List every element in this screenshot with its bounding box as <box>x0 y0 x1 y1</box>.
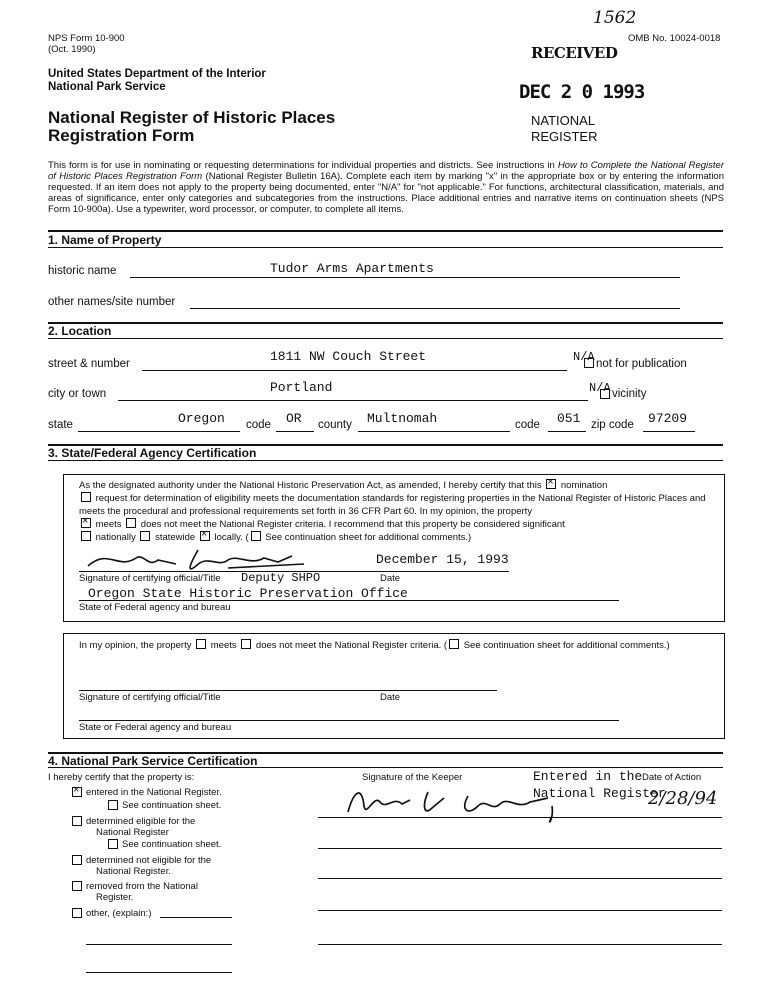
eligible-label-2: National Register <box>96 827 169 838</box>
state-code-line <box>276 431 314 432</box>
request-checkbox[interactable] <box>81 492 91 502</box>
city-label: city or town <box>48 388 107 400</box>
keeper-signature-scribble <box>340 776 590 826</box>
service: National Park Service <box>48 81 166 93</box>
section-2-rule <box>48 322 723 324</box>
historic-name-value: Tudor Arms Apartments <box>270 261 434 276</box>
county-code-label: code <box>515 419 540 431</box>
zip-value: 97209 <box>648 411 688 426</box>
date-of-action-label: Date of Action <box>642 772 702 783</box>
other-names-label: other names/site number <box>48 296 176 308</box>
entered-stamp-line2: National Register <box>533 786 666 801</box>
stamp-register: REGISTER <box>531 129 598 144</box>
section-3-heading: 3. State/Federal Agency Certification <box>48 446 257 460</box>
zip-line <box>643 431 695 432</box>
form-date: (Oct. 1990) <box>48 44 96 55</box>
keeper-line-4 <box>318 910 722 911</box>
locally-checkbox[interactable] <box>200 531 210 541</box>
omb-number: OMB No. 10024-0018 <box>628 33 721 44</box>
entered-continuation-label: See continuation sheet. <box>122 800 222 811</box>
section-4-heading: 4. National Park Service Certification <box>48 754 258 768</box>
agency-label: State of Federal agency and bureau <box>79 602 231 613</box>
section-3-underline <box>48 460 723 461</box>
keeper-line-3 <box>318 878 722 879</box>
not-eligible-label-2: National Register. <box>96 866 171 877</box>
section-2-underline <box>48 338 723 339</box>
city-line <box>118 400 588 401</box>
stamp-received: RECEIVED <box>531 44 618 62</box>
street-line <box>142 370 567 371</box>
entered-continuation-checkbox[interactable] <box>108 800 118 810</box>
other-line-3 <box>86 972 232 973</box>
handwritten-number: 1562 <box>593 8 637 28</box>
signature-2-line <box>79 690 497 691</box>
removed-label: removed from the National <box>86 881 198 892</box>
signature-label: Signature of certifying official/Title <box>79 573 221 584</box>
nomination-checkbox[interactable] <box>546 479 556 489</box>
city-value: Portland <box>270 380 333 395</box>
other-checkbox[interactable] <box>72 908 82 918</box>
other-names-line <box>190 308 680 309</box>
county-line <box>358 431 510 432</box>
vicinity-checkbox[interactable] <box>600 389 610 399</box>
date-2-label: Date <box>380 692 401 703</box>
historic-name-label: historic name <box>48 265 117 277</box>
county-label: county <box>318 419 352 431</box>
opinion-continuation-checkbox[interactable] <box>449 639 459 649</box>
section-4-underline <box>48 767 723 768</box>
signature-2-label: Signature of certifying official/Title <box>79 692 221 703</box>
agency-2-label: State or Federal agency and bureau <box>79 722 232 733</box>
state-code-label: code <box>246 419 271 431</box>
other-label: other, (explain:) <box>86 908 152 919</box>
keeper-line-5 <box>318 944 722 945</box>
opinion-paragraph: In my opinion, the property meets does not meet the National Register criteria. ( See continuation sheet for additional comments.) <box>79 640 670 651</box>
keeper-label: Signature of the Keeper <box>362 772 463 783</box>
entered-label: entered in the National Register. <box>86 787 222 798</box>
not-for-publication-na: N/A <box>573 350 595 364</box>
certification-paragraph: As the designated authority under the National Historic Preservation Act, as amended, I hereby certify that this × nomination request for determination of eligibility meets the documentation standards for registering properties in the National Register of Historic Places and meets the procedural and professional requirements set forth in 36 CFR Part 60. In my opinion, the property × meets does not meet the National Register criteria. I recommend that this property be considered significant nationally statewide × locally. ( See continuation sheet for additional comments.) <box>79 479 711 544</box>
nationally-checkbox[interactable] <box>81 531 91 541</box>
statewide-checkbox[interactable] <box>140 531 150 541</box>
removed-checkbox[interactable] <box>72 881 82 891</box>
official-title: Deputy SHPO <box>241 571 321 585</box>
other-line-2 <box>86 944 232 945</box>
state-label: state <box>48 419 73 431</box>
county-value: Multnomah <box>367 411 438 426</box>
certification-date: December 15, 1993 <box>376 552 509 567</box>
street-value: 1811 NW Couch Street <box>270 349 427 364</box>
section-1-underline <box>48 247 723 248</box>
eligible-continuation-label: See continuation sheet. <box>122 839 222 850</box>
removed-label-2: Register. <box>96 892 134 903</box>
section-1-rule <box>48 230 723 232</box>
entered-stamp-line1: Entered in the <box>533 769 643 784</box>
eligible-checkbox[interactable] <box>72 816 82 826</box>
county-code-line <box>548 431 586 432</box>
eligible-continuation-checkbox[interactable] <box>108 839 118 849</box>
certify-label: I hereby certify that the property is: <box>48 772 195 783</box>
keeper-line-1 <box>318 817 722 818</box>
department: United States Department of the Interior <box>48 68 266 80</box>
eligible-label: determined eligible for the <box>86 816 196 827</box>
agency-line <box>79 600 619 601</box>
vicinity-na: N/A <box>589 381 611 395</box>
stamp-date: DEC 2 0 1993 <box>519 81 645 103</box>
does-not-meet-checkbox[interactable] <box>126 518 136 528</box>
instructions-paragraph: This form is for use in nominating or requesting determinations for individual properties and districts. See instructions in How to Complete the National Register of Historic Places Registration Form (National Register Bulletin 16A). Complete each item by marking "x" in the appropriate box or by entering the information requested. If an item does not apply to the property being documented, enter "N/A" for "not applicable." For functions, architectural classification, materials, and areas of significance, enter only categories and subcategories from the instructions. Place additional entries and narrative items on continuation sheets (NPS Form 10-900a). Use a typewriter, word processor, or computer, to complete all items. <box>48 160 725 215</box>
county-code-value: 051 <box>557 411 581 426</box>
keeper-line-2 <box>318 848 722 849</box>
opinion-does-not-meet-checkbox[interactable] <box>241 639 251 649</box>
section-2-heading: 2. Location <box>48 324 112 338</box>
not-for-publication-checkbox[interactable] <box>584 358 594 368</box>
form-number: NPS Form 10-900 <box>48 33 125 44</box>
section-1-heading: 1. Name of Property <box>48 233 162 247</box>
date-label: Date <box>380 573 401 584</box>
street-label: street & number <box>48 358 130 370</box>
continuation-checkbox[interactable] <box>251 531 261 541</box>
form-title-line2: Registration Form <box>48 126 195 145</box>
stamp-national: NATIONAL <box>531 113 596 128</box>
date-of-action-value: 2/28/94 <box>648 788 718 809</box>
zip-label: zip code <box>591 419 634 431</box>
other-explain-line <box>160 917 232 918</box>
not-eligible-label: determined not eligible for the <box>86 855 212 866</box>
state-value: Oregon <box>178 411 225 426</box>
agency-2-line <box>79 720 619 721</box>
state-code-value: OR <box>286 411 302 426</box>
state-line <box>78 431 240 432</box>
historic-name-line <box>130 277 680 278</box>
form-title-line1: National Register of Historic Places <box>48 108 336 127</box>
not-eligible-checkbox[interactable] <box>72 855 82 865</box>
agency-value: Oregon State Historic Preservation Office <box>88 586 408 601</box>
entered-checkbox[interactable] <box>72 787 82 797</box>
vicinity-label: vicinity <box>612 388 647 400</box>
not-for-publication-label: not for publication <box>596 358 687 370</box>
meets-checkbox[interactable] <box>81 518 91 528</box>
opinion-meets-checkbox[interactable] <box>196 639 206 649</box>
